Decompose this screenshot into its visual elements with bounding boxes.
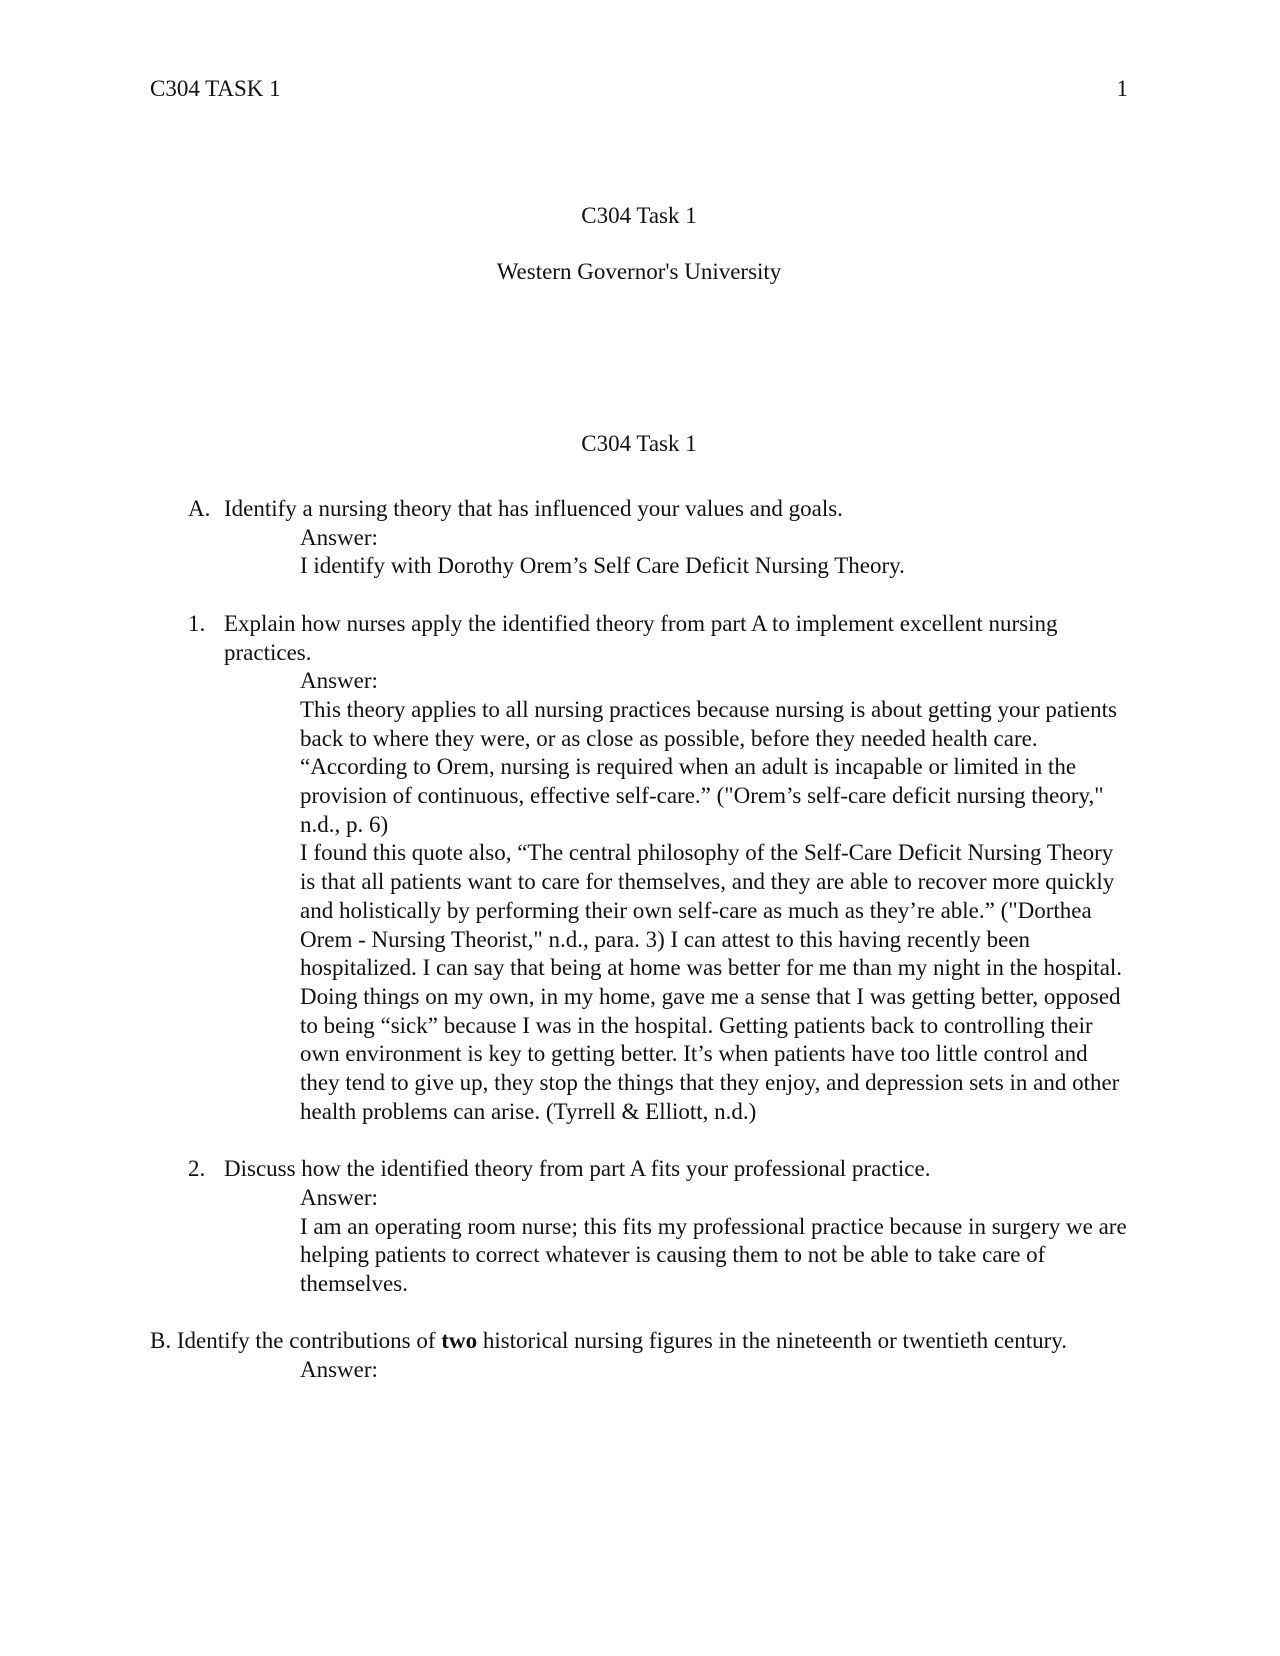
- section-title: C304 Task 1: [581, 431, 697, 456]
- institution: Western Governor's University: [496, 259, 782, 284]
- page-number: 1: [1116, 76, 1128, 101]
- question-1-text: Explain how nurses apply the identified theory from part A to implement excellent nursing practices.: [224, 610, 1058, 665]
- question-2: [150, 1155, 1140, 1184]
- answer-a-text: I identify with Dorothy Orem’s Self Care Deficit Nursing Theory.: [300, 553, 905, 579]
- document-body: [150, 495, 1140, 1385]
- question-b-text-pre: Identify the contributions of: [176, 1328, 436, 1354]
- question-a-marker: A.: [188, 496, 211, 521]
- question-b-emphasis: two: [441, 1328, 478, 1354]
- answer-a-label: Answer:: [300, 524, 378, 550]
- answer-1-paragraph-2: I found this quote also, “The central philosophy of the Self-Care Deficit Nursing Theory is that all patients want to care for themselves, and they are able to recover more quickly and holistically by performing their own self-care as much as they’re able.” ("Dorthea Orem - Nursing Theorist," n.d., para. 3) I can attest to this having recently been hospitalized. I can say that being at home was better for me than my night in the hospital. Doing things on my own, in my home, gave me a sense that I was getting better, opposed to being “sick” because I was in the hospital. Getting patients back to controlling their own environment is key to getting better. It’s when patients have too little control and they tend to give up, they stop the things that they enjoy, and depression sets in and other health problems can arise. (Tyrrell & Elliott, n.d.): [300, 840, 1123, 1124]
- question-1-marker: 1.: [188, 610, 206, 636]
- question-b-text-post: historical nursing figures in the nineteenth or twentieth century.: [482, 1328, 1068, 1354]
- title: C304 Task 1: [581, 203, 697, 228]
- question-2-text: Discuss how the identified theory from part A fits your professional practice.: [224, 1156, 931, 1182]
- answer-2-text: I am an operating room nurse; this fits my professional practice because in surgery we are helping patients to correct whatever is causing them to not be able to take care of themselves.: [300, 1213, 1127, 1296]
- question-b: [150, 1327, 1140, 1356]
- answer-b-label: Answer:: [300, 1357, 378, 1383]
- question-a-text: Identify a nursing theory that has influenced your values and goals.: [224, 496, 843, 521]
- question-a: [150, 495, 1140, 524]
- answer-1-paragraph-1: This theory applies to all nursing practices because nursing is about getting your patients back to where they were, or as close as possible, before they needed health care. “According to Orem, nursing is required when an adult is incapable or limited in the provision of continuous, effective self-care.” ("Orem’s self-care deficit nursing theory," n.d., p. 6): [300, 696, 1117, 837]
- running-head: C304 TASK 1: [150, 76, 281, 101]
- answer-2-label: Answer:: [300, 1184, 378, 1210]
- question-2-marker: 2.: [188, 1156, 206, 1182]
- answer-1-label: Answer:: [300, 668, 378, 694]
- question-1: [150, 610, 1140, 667]
- question-b-marker: B.: [150, 1328, 172, 1354]
